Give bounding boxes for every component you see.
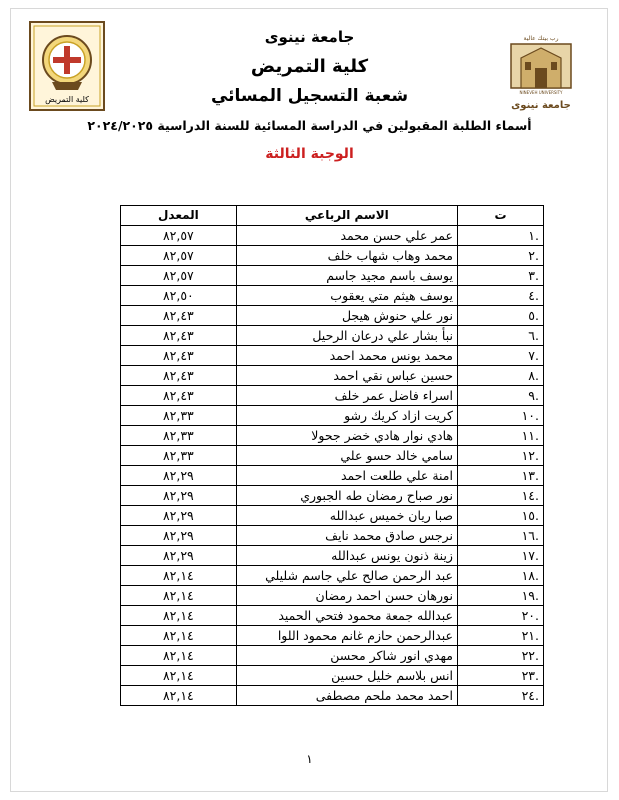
student-name: انس بلاسم خليل حسين [236,666,457,686]
row-number: .١ [457,226,543,246]
right-logo-top-text: رب بيتك عالية [523,35,559,42]
row-number: .١٦ [457,526,543,546]
student-name: نور علي حنوش هيجل [236,306,457,326]
table-row [121,286,544,306]
table-row [121,606,544,626]
student-name: نبأ بشار علي درعان الرحيل [236,326,457,346]
student-average: ٨٢,٢٩ [121,486,237,506]
table-row [121,586,544,606]
table-row [121,466,544,486]
student-average: ٨٢,١٤ [121,646,237,666]
table-row [121,246,544,266]
college-name: كلية التمريض [250,56,369,77]
row-number: .٢٢ [457,646,543,666]
table-row [121,266,544,286]
row-number: .١٤ [457,486,543,506]
student-name: نور صباح رمضان طه الجبوري [236,486,457,506]
student-average: ٨٢,٥٧ [121,226,237,246]
table-row [121,306,544,326]
row-number: .١٢ [457,446,543,466]
row-number: .١٠ [457,406,543,426]
student-average: ٨٢,١٤ [121,606,237,626]
student-name: امنة علي طلعت احمد [236,466,457,486]
student-name: زينة ذنون يونس عبدالله [236,546,457,566]
row-number: .١١ [457,426,543,446]
student-name: سامي خالد حسو علي [236,446,457,466]
header-average: المعدل [121,206,237,226]
student-name: حسين عباس نقي احمد [236,366,457,386]
header-full-name: الاسم الرباعي [236,206,457,226]
student-name: محمد يونس محمد احمد [236,346,457,366]
table-row [121,666,544,686]
accepted-students-table [120,205,544,706]
row-number: .٣ [457,266,543,286]
table-row [121,386,544,406]
row-number: .١٩ [457,586,543,606]
student-name: عبدالله جمعة محمود فتحي الحميد [236,606,457,626]
student-average: ٨٢,١٤ [121,686,237,706]
document-subtitle: أسماء الطلبة المقبولين في الدراسة المسائية للسنة الدراسية ٢٠٢٤/٢٠٢٥ [87,118,532,133]
section-title: الوجبة الثالثة [265,146,354,162]
student-average: ٨٢,٤٣ [121,326,237,346]
table-row [121,526,544,546]
table-row [121,626,544,646]
student-average: ٨٢,٣٣ [121,446,237,466]
student-name: عمر علي حسن محمد [236,226,457,246]
student-name: محمد وهاب شهاب خلف [236,246,457,266]
student-average: ٨٢,٤٣ [121,366,237,386]
student-average: ٨٢,٢٩ [121,466,237,486]
table-row [121,346,544,366]
page-number: ١ [306,752,313,766]
row-number: .٨ [457,366,543,386]
student-average: ٨٢,٢٩ [121,526,237,546]
student-average: ٨٢,٣٣ [121,406,237,426]
table-row [121,366,544,386]
student-average: ٨٢,٤٣ [121,306,237,326]
row-number: .٥ [457,306,543,326]
student-name: هادي نوار هادي خضر جحولا [236,426,457,446]
student-average: ٨٢,٤٣ [121,386,237,406]
row-number: .٢٠ [457,606,543,626]
table-header-row [121,206,544,226]
header-number: ت [457,206,543,226]
student-name: نرجس صادق محمد نايف [236,526,457,546]
right-logo-en-text: NINEVEH UNIVERSITY [519,90,563,95]
student-average: ٨٢,٥٠ [121,286,237,306]
table-row [121,446,544,466]
table-row [121,406,544,426]
student-average: ٨٢,٣٣ [121,426,237,446]
row-number: .٩ [457,386,543,406]
student-name: احمد محمد ملحم مصطفى [236,686,457,706]
student-name: يوسف باسم مجيد جاسم [236,266,457,286]
student-average: ٨٢,١٤ [121,626,237,646]
row-number: .١٨ [457,566,543,586]
student-name: كريت ازاد كريك رشو [236,406,457,426]
row-number: .٢١ [457,626,543,646]
row-number: .١٣ [457,466,543,486]
table-row [121,226,544,246]
table-row [121,566,544,586]
table-row [121,686,544,706]
right-logo-caption: جامعة نينوى [511,100,571,111]
table-row [121,506,544,526]
student-name: يوسف هيثم متي يعقوب [236,286,457,306]
student-name: اسراء فاضل عمر خلف [236,386,457,406]
table-row [121,546,544,566]
table-row [121,486,544,506]
student-name: مهدي انور شاكر محسن [236,646,457,666]
division-name: شعبة التسجيل المسائي [210,86,409,106]
row-number: .٦ [457,326,543,346]
student-average: ٨٢,٥٧ [121,246,237,266]
student-average: ٨٢,٤٣ [121,346,237,366]
row-number: .١٧ [457,546,543,566]
university-name: جامعة نينوى [264,28,355,46]
student-average: ٨٢,١٤ [121,566,237,586]
row-number: .١٥ [457,506,543,526]
student-name: صبا ريان خميس عبدالله [236,506,457,526]
row-number: .٢ [457,246,543,266]
student-average: ٨٢,١٤ [121,666,237,686]
table-row [121,646,544,666]
student-name: نورهان حسن احمد رمضان [236,586,457,606]
student-name: عبدالرحمن حازم غانم محمود اللوا [236,626,457,646]
student-average: ٨٢,٢٩ [121,506,237,526]
row-number: .٢٤ [457,686,543,706]
student-average: ٨٢,٢٩ [121,546,237,566]
table-row [121,426,544,446]
student-average: ٨٢,١٤ [121,586,237,606]
table-row [121,326,544,346]
row-number: .٤ [457,286,543,306]
left-logo-caption: كلية التمريض [45,95,89,104]
student-average: ٨٢,٥٧ [121,266,237,286]
student-name: عبد الرحمن صالح علي جاسم شليلي [236,566,457,586]
row-number: .٢٣ [457,666,543,686]
row-number: .٧ [457,346,543,366]
